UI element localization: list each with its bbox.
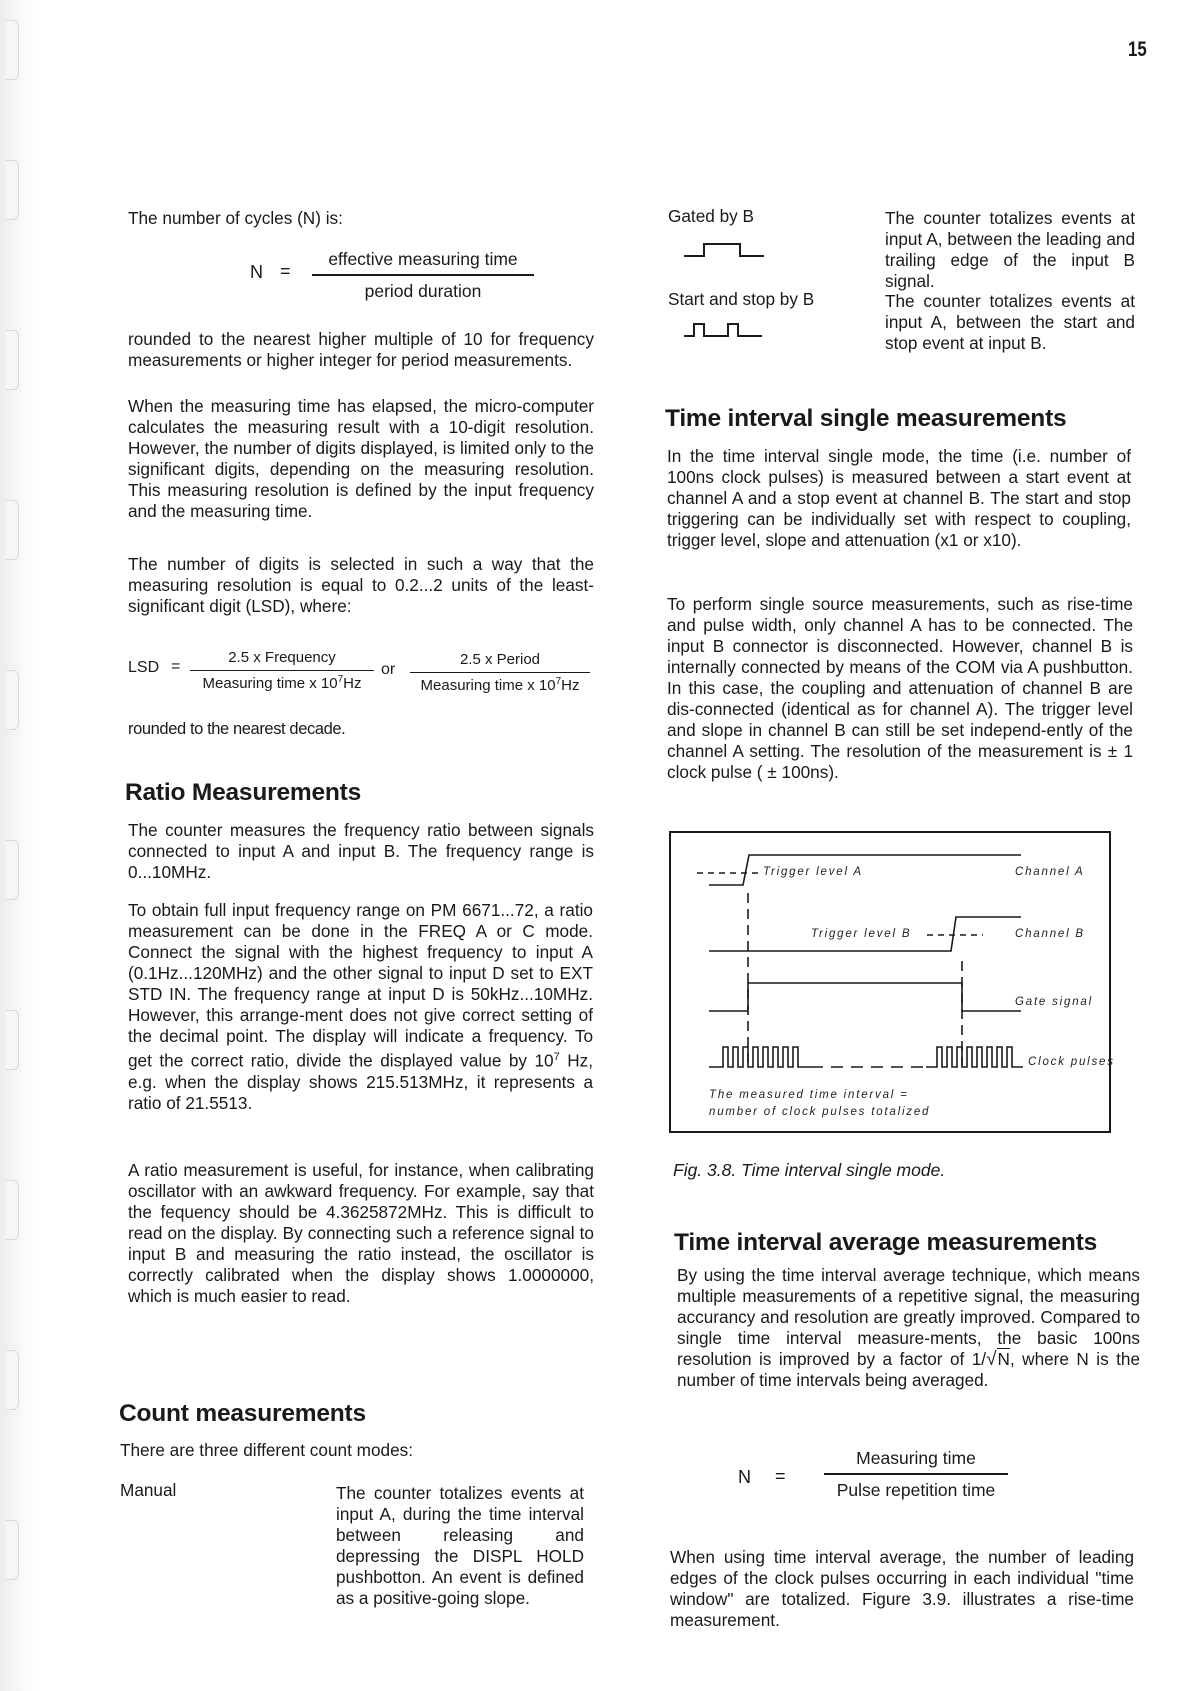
tia-para-1-main: By using the time interval average technique, which means multiple measurements of a repetitive signal, the measuring accurancy and resolution are greatly improved. Compared to single time interval measure-ments, the basic 100ns resolution is improved by a factor of 1/	[677, 1265, 1140, 1369]
trigger-a-label: Trigger level A	[763, 866, 863, 878]
manual-description-text: The counter totalizes events at input A, during the time interval between releasing and depressing the DISPL HOLD pushbotton. An event is defined as a positive-going slope.	[336, 1483, 584, 1608]
formula1-numerator: effective measuring time	[328, 249, 518, 269]
lsd-denominator-period	[410, 672, 590, 694]
binder-hole	[6, 840, 19, 900]
clock-pulses-stop	[926, 1047, 1023, 1067]
binder-hole	[6, 670, 19, 730]
lsd-den2-exponent: 7	[555, 676, 562, 687]
gated-description	[885, 208, 1135, 292]
manual-description	[336, 1483, 584, 1609]
binder-hole	[6, 1350, 19, 1410]
formula1-lhs: N	[250, 262, 263, 282]
para-decade	[128, 719, 594, 740]
gate-signal-label: Gate signal	[1015, 996, 1093, 1008]
lsd-fraction-period	[410, 651, 590, 694]
channel-a-waveform	[709, 855, 1021, 885]
count-intro	[120, 1440, 586, 1461]
channel-b-label: Channel B	[1015, 928, 1085, 940]
formula2-fraction	[824, 1448, 1008, 1501]
tia-sqrt-n: N	[997, 1349, 1010, 1369]
figure-note-line-2: number of clock pulses totalized	[709, 1106, 931, 1118]
binder-hole	[6, 1180, 19, 1240]
para-rounded-text: rounded to the nearest higher multiple of 10 for frequency measurements or higher integer for period measurements.	[128, 329, 594, 370]
ratio-para-1	[128, 820, 594, 883]
lsd-equals: =	[171, 658, 181, 675]
startstop-label: Start and stop by B	[668, 289, 815, 309]
count-intro-text: There are three different count modes:	[120, 1440, 413, 1460]
lsd-den1-unit: Hz	[343, 675, 362, 692]
ratio-para-2-text	[128, 900, 593, 1114]
gated-description-text: The counter totalizes events at input A, between the leading and trailing edge of the input B signal.	[885, 208, 1135, 291]
ratio-heading: Ratio Measurements	[125, 779, 362, 806]
lsd-numerator-frequency: 2.5 x Frequency	[228, 649, 336, 666]
lsd-numerator-period: 2.5 x Period	[459, 651, 541, 668]
gate-signal-waveform	[709, 983, 1021, 1011]
ratio-para-2	[128, 900, 593, 1114]
para-when	[128, 396, 594, 522]
tia-para-2-text: When using time interval average, the number of leading edges of the clock pulses occurring in each individual "time window" are totalized. Figure 3.9. illustrates a rise-time measurement.	[670, 1547, 1134, 1630]
count-heading: Count measurements	[119, 1400, 366, 1427]
lsd-den2-unit: Hz	[561, 677, 580, 694]
startstop-description-text: The counter totalizes events at input A, between the start and stop event at input B.	[885, 291, 1135, 353]
para-when-text: When the measuring time has elapsed, the micro-computer calculates the measuring result with a 10-digit resolution. However, the number of digits displayed, is limited only to the significant digits, depending on the measuring resolution. This measuring resolution is defined by the input frequency and the measuring time.	[128, 396, 594, 521]
tia-heading: Time interval average measurements	[674, 1229, 1098, 1256]
formula2-denominator: Pulse repetition time	[824, 1473, 1008, 1501]
para-digits-text: The number of digits is selected in such a way that the measuring resolution is equal to 0.2...2 units of the least-significant digit (LSD), where:	[128, 554, 594, 616]
tia-para-1-text: By using the time interval average technique, which means multiple measurements of a repetitive signal, the measuring accurancy and resolution are greatly improved. Compared to single time interval measure-ments, the basic 100ns resolution is improved by a factor of 1/√N, where N is the number of time intervals being averaged.	[677, 1265, 1141, 1390]
para-rounded	[128, 329, 594, 371]
manual-label: Manual	[120, 1480, 177, 1500]
startstop-description	[885, 291, 1135, 354]
gated-waveform-icon	[682, 240, 768, 260]
ratio-para-2-end: Hz, e.g. when the display shows 215.513MHz, it represents a ratio of 21.5513.	[128, 1050, 593, 1113]
para-digits	[128, 554, 594, 617]
timing-diagram-figure	[669, 831, 1115, 1133]
binder-hole	[6, 330, 19, 390]
formula2-numerator: Measuring time	[856, 1448, 976, 1468]
binder-hole	[6, 1010, 19, 1070]
channel-a-label: Channel A	[1015, 866, 1085, 878]
clock-pulses-start	[709, 1047, 811, 1067]
lsd-den2-text: Measuring time x 10	[420, 677, 556, 694]
ratio-para-2-main: To obtain full input frequency range on PM 6671...72, a ratio measurement can be done in the FREQ A or C mode. Connect the signal with the highest frequency to input A (0.1Hz...120MHz) and the other signal to input D set to EXT STD IN. The frequency range at input D is 50kHz...10MHz. However, this arrange-ment does not give correct setting of the decimal point. The display will indicate a frequency. To get the correct ratio, divide the displayed value by 10	[128, 900, 593, 1071]
tia-para-1	[677, 1265, 1140, 1391]
tis-para-1-text: In the time interval single mode, the time (i.e. number of 100ns clock pulses) is measured between a start event at channel A and a stop event at channel B. The start and stop triggering can be individually set with respect to coupling, trigger level, slope and attenuation (x1 or x10).	[667, 446, 1131, 550]
ratio-para-2-exponent: 7	[553, 1051, 560, 1063]
lsd-den1-exponent: 7	[337, 674, 344, 685]
binder-hole	[6, 160, 19, 220]
formula1-fraction	[312, 249, 534, 302]
lsd-fraction-frequency	[190, 649, 374, 692]
binder-edge	[0, 0, 40, 1691]
formula2-equals: =	[775, 1466, 786, 1486]
cycles-intro	[128, 208, 594, 229]
cycles-intro-text: The number of cycles (N) is:	[128, 208, 343, 228]
lsd-den1-text: Measuring time x 10	[202, 675, 338, 692]
lsd-lhs: LSD	[128, 659, 160, 676]
lsd-or: or	[381, 661, 396, 678]
clock-pulses-label: Clock pulses	[1028, 1056, 1115, 1068]
figure-caption: Fig. 3.8. Time interval single mode.	[673, 1160, 946, 1180]
trigger-b-label: Trigger level B	[811, 928, 912, 940]
lsd-denominator-frequency	[190, 670, 374, 692]
para-decade-text: rounded to the nearest decade.	[128, 720, 346, 738]
figure-note-line-1: The measured time interval =	[709, 1089, 909, 1101]
tis-heading: Time interval single measurements	[665, 405, 1067, 432]
binder-hole	[6, 1520, 19, 1580]
formula2-lhs: N	[738, 1467, 751, 1487]
binder-hole	[6, 500, 19, 560]
tis-para-1	[667, 446, 1131, 551]
tis-para-2	[667, 594, 1133, 783]
page-number: 15	[1128, 38, 1147, 61]
binder-hole	[6, 20, 19, 80]
startstop-waveform-icon	[682, 320, 768, 340]
formula1-denominator: period duration	[312, 274, 534, 302]
tis-para-2-text: To perform single source measurements, such as rise-time and pulse width, only channel A has to be connected. The input B connector is disconnected. However, channel B is internally connected by means of the COM via A pushbutton. In this case, the coupling and attenuation of channel B are dis-connected (identical as for channel A). The trigger level and slope in channel B can still be set independ-ently of the channel A setting. The resolution of the measurement is ± 1 clock pulse ( ± 100ns).	[667, 594, 1133, 782]
formula1-equals: =	[280, 261, 291, 281]
ratio-para-3-text: A ratio measurement is useful, for instance, when calibrating oscillator with an awkward frequency. For example, say that the fequency should be 4.3625872MHz. This is difficult to read on the display. By connecting such a reference signal to input B and measuring the ratio instead, the oscillator is correctly calibrated when the display shows 1.0000000, which is much easier to read.	[128, 1160, 594, 1306]
tia-para-1-end: , where N is the number of time intervals being averaged.	[677, 1349, 1141, 1390]
ratio-para-3	[128, 1160, 594, 1307]
gated-label: Gated by B	[668, 206, 754, 226]
ratio-para-1-text: The counter measures the frequency ratio between signals connected to input A and input B. The frequency range is 0...10MHz.	[128, 820, 594, 882]
tia-para-2	[670, 1547, 1134, 1631]
